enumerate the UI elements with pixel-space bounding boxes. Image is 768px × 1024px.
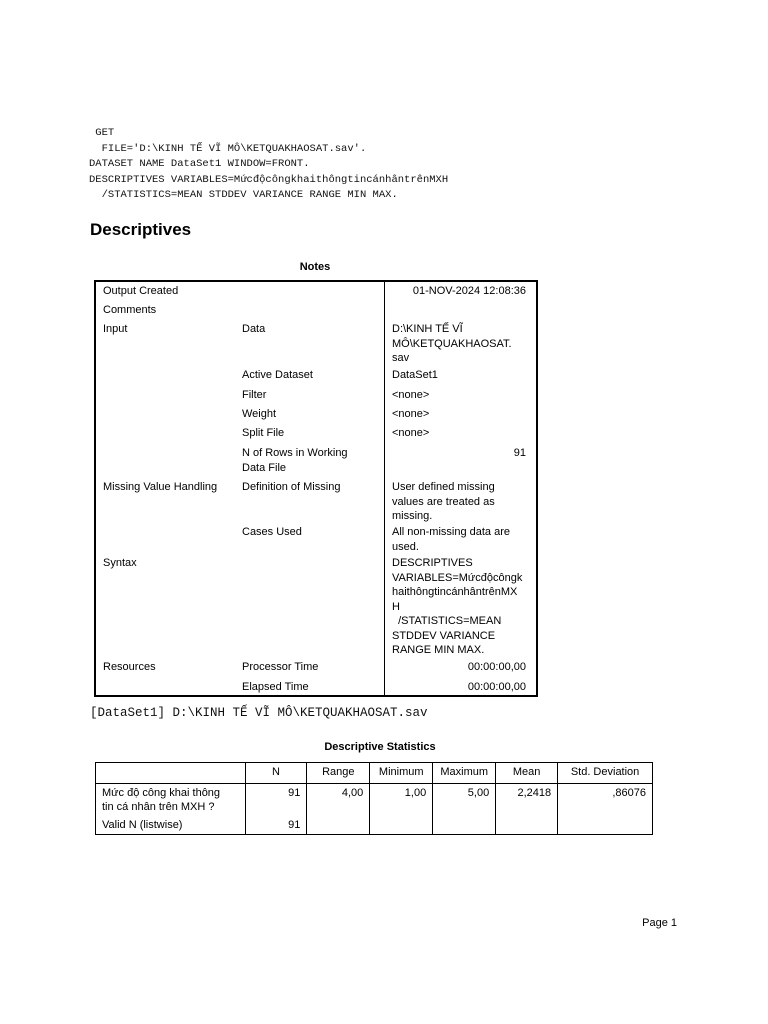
notes-title: Notes xyxy=(299,261,331,273)
resources-label: Resources xyxy=(103,661,156,673)
notes-divider xyxy=(384,280,385,697)
cases-used-label: Cases Used xyxy=(242,526,302,538)
weight-label: Weight xyxy=(242,408,277,420)
n-cell: 91 xyxy=(245,784,307,817)
syntax-value-line: haithôngtincánhântrênMX xyxy=(392,586,518,598)
empty-cell xyxy=(558,816,653,835)
column-header: Std. Deviation xyxy=(558,763,653,784)
syntax-value-line: DESCRIPTIVES xyxy=(392,557,473,569)
row-label-line: tin cá nhân trên MXH ? xyxy=(102,801,215,813)
column-header: Range xyxy=(307,763,370,784)
column-header: Maximum xyxy=(433,763,496,784)
comments-label: Comments xyxy=(103,304,157,316)
n-rows-value: 91 xyxy=(513,447,526,459)
definition-missing-line: User defined missing xyxy=(392,481,495,493)
empty-cell xyxy=(307,816,370,835)
maximum-cell: 5,00 xyxy=(433,784,496,817)
empty-cell xyxy=(433,816,496,835)
table-header-row xyxy=(96,763,653,784)
syntax-line: DESCRIPTIVES VARIABLES=MứcđộcôngkhaithôngtincánhântrênMXH xyxy=(89,173,449,186)
column-header: Minimum xyxy=(370,763,433,784)
syntax-line: DATASET NAME DataSet1 WINDOW=FRONT. xyxy=(89,158,310,170)
active-dataset-value: DataSet1 xyxy=(392,369,438,381)
std-deviation-cell: ,86076 xyxy=(558,784,653,817)
data-value xyxy=(392,322,512,366)
mean-cell: 2,2418 xyxy=(496,784,558,817)
syntax-line: GET xyxy=(89,127,115,139)
definition-missing-label: Definition of Missing xyxy=(242,481,341,493)
filter-label: Filter xyxy=(242,389,267,401)
table-row xyxy=(96,816,653,835)
data-value-line: D:\KINH TẾ VĨ xyxy=(392,323,463,335)
row-label xyxy=(96,784,246,817)
processor-time-label: Processor Time xyxy=(242,661,319,673)
n-cell: 91 xyxy=(245,816,307,835)
processor-time-value: 00:00:00,00 xyxy=(467,661,526,673)
syntax-block xyxy=(89,126,448,204)
column-header: N xyxy=(245,763,307,784)
cases-used-line: used. xyxy=(392,540,419,553)
data-label: Data xyxy=(242,323,266,335)
elapsed-time-value: 00:00:00,00 xyxy=(467,681,526,693)
column-header: Mean xyxy=(496,763,558,784)
data-value-line: MÔ\KETQUAKHAOSAT. xyxy=(392,337,512,350)
n-rows-label-line: Data File xyxy=(242,461,287,474)
empty-cell xyxy=(496,816,558,835)
syntax-value xyxy=(392,556,522,658)
n-rows-label xyxy=(242,446,348,475)
syntax-value-line: /STATISTICS=MEAN xyxy=(392,615,502,627)
cases-used-value xyxy=(392,525,510,554)
descriptive-statistics-table xyxy=(95,762,653,835)
dataset-path-line: [DataSet1] D:\KINH TẾ VĨ MÔ\KETQUAKHAOSAT.sav xyxy=(90,706,428,720)
definition-missing-value xyxy=(392,480,495,524)
range-cell: 4,00 xyxy=(307,784,370,817)
elapsed-time-label: Elapsed Time xyxy=(242,681,309,693)
output-created-label: Output Created xyxy=(103,285,179,297)
active-dataset-label: Active Dataset xyxy=(242,369,313,381)
syntax-value-line: STDDEV VARIANCE xyxy=(392,629,496,642)
input-label: Input xyxy=(103,323,128,335)
page-number: Page 1 xyxy=(642,917,677,929)
filter-value: <none> xyxy=(392,389,430,401)
missing-value-label: Missing Value Handling xyxy=(103,481,218,493)
definition-missing-line: missing. xyxy=(392,510,433,522)
empty-cell xyxy=(370,816,433,835)
n-rows-label-line: N of Rows in Working xyxy=(242,447,348,459)
weight-value: <none> xyxy=(392,408,430,420)
minimum-cell: 1,00 xyxy=(370,784,433,817)
row-label: Valid N (listwise) xyxy=(96,816,246,835)
descriptive-statistics-title: Descriptive Statistics xyxy=(324,741,436,753)
column-header xyxy=(96,763,246,784)
syntax-line: /STATISTICS=MEAN STDDEV VARIANCE RANGE MIN MAX. xyxy=(89,189,398,201)
syntax-value-line: RANGE MIN MAX. xyxy=(392,644,485,656)
syntax-label: Syntax xyxy=(103,557,137,569)
syntax-line: FILE='D:\KINH TẾ VĨ MÔ\KETQUAKHAOSAT.sav'. xyxy=(89,142,367,155)
row-label-line: Mức độ công khai thông xyxy=(102,787,221,799)
syntax-value-line: VARIABLES=Mứcđộcôngk xyxy=(392,571,523,584)
data-value-line: sav xyxy=(392,352,410,364)
cases-used-line: All non-missing data are xyxy=(392,526,511,538)
split-file-value: <none> xyxy=(392,427,430,439)
section-heading: Descriptives xyxy=(90,220,192,239)
output-created-value: 01-NOV-2024 12:08:36 xyxy=(412,285,526,297)
syntax-value-line: H xyxy=(392,600,400,613)
table-row xyxy=(96,784,653,817)
definition-missing-line: values are treated as xyxy=(392,495,495,508)
split-file-label: Split File xyxy=(242,427,285,439)
